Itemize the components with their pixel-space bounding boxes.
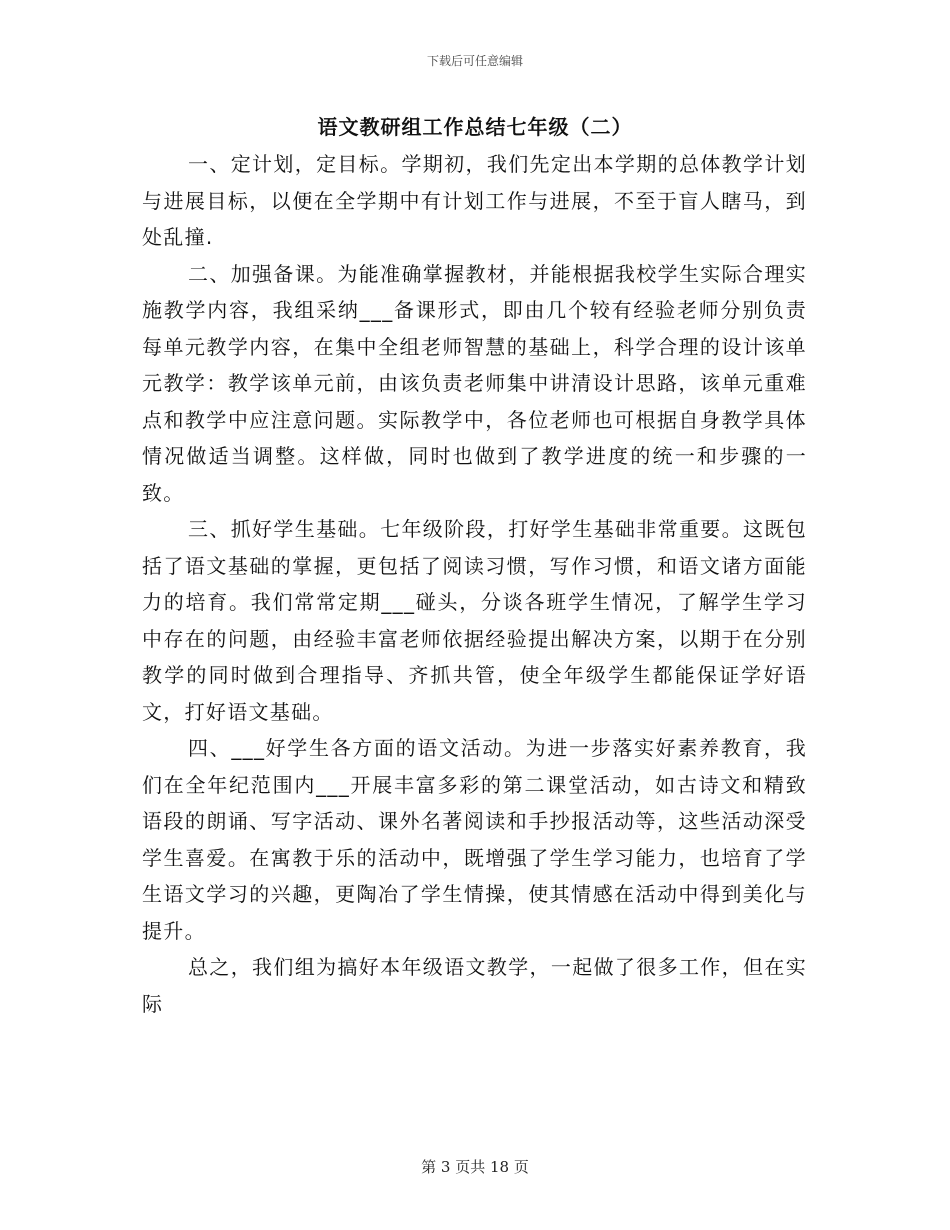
paragraph-plan: 一、定计划，定目标。学期初，我们先定出本学期的总体教学计划与进展目标，以便在全学期中有计划工作与进展，不至于盲人瞎马，到处乱撞.	[142, 152, 807, 249]
page-number: 第 3 页共 18 页	[421, 1158, 529, 1176]
paragraph-summary: 总之，我们组为搞好本年级语文教学，一起做了很多工作，但在实际	[142, 955, 807, 1016]
document-title: 语文教研组工作总结七年级（二）	[317, 115, 633, 139]
paragraph-activities: 四、___好学生各方面的语文活动。为进一步落实好素养教育，我们在全年纪范围内___开展丰富多彩的第二课堂活动，如古诗文和精致语段的朗诵、写字活动、课外名著阅读和手抄报活动等，这些活动深受学生喜爱。在寓教于乐的活动中，既增强了学生学习能力，也培育了学生语文学习的兴趣，更陶冶了学生情操，使其情感在活动中得到美化与提升。	[142, 736, 807, 943]
paragraph-lesson-prep: 二、加强备课。为能准确掌握教材，并能根据我校学生实际合理实施教学内容，我组采纳___备课形式，即由几个较有经验老师分别负责每单元教学内容，在集中全组老师智慧的基础上，科学合理的设计该单元教学：教学该单元前，由该负责老师集中讲清设计思路，该单元重难点和教学中应注意问题。实际教学中，各位老师也可根据自身教学具体情况做适当调整。这样做，同时也做到了教学进度的统一和步骤的一致。	[142, 261, 807, 505]
header-note: 下载后可任意编辑	[426, 54, 523, 68]
document-body	[142, 146, 807, 1022]
paragraph-student-foundation: 三、抓好学生基础。七年级阶段，打好学生基础非常重要。这既包括了语文基础的掌握，更包括了阅读习惯，写作习惯，和语文诸方面能力的培育。我们常常定期___碰头，分谈各班学生情况，了解学生学习中存在的问题，由经验丰富老师依据经验提出解决方案，以期于在分别教学的同时做到合理指导、齐抓共管，使全年级学生都能保证学好语文，打好语文基础。	[142, 517, 807, 724]
